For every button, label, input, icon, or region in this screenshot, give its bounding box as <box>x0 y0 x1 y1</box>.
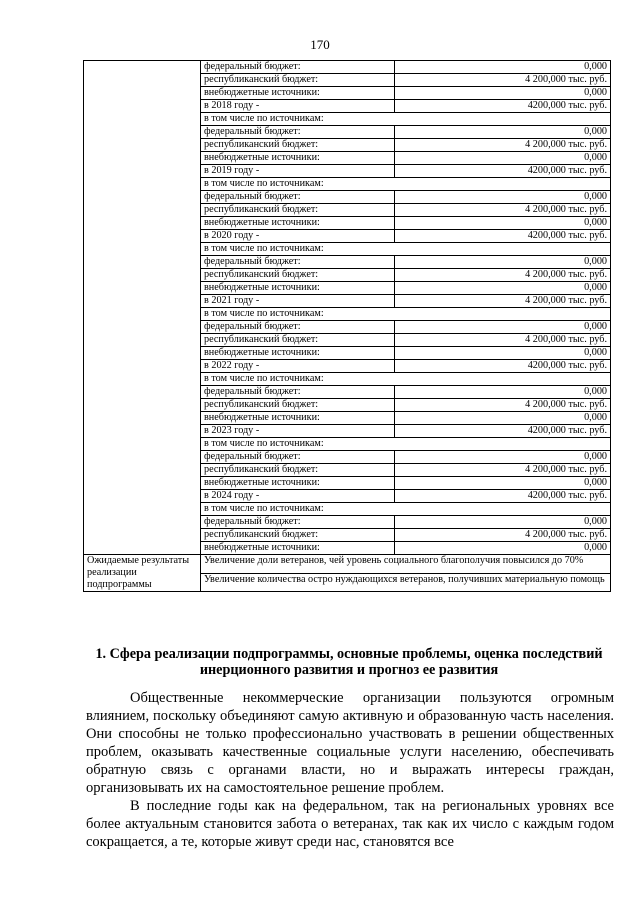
budget-value-cell: 4200,000 тыс. руб. <box>395 490 611 503</box>
budget-label-cell: федеральный бюджет: <box>201 321 395 334</box>
budget-label-cell: в 2019 году - <box>201 165 395 178</box>
budget-label-cell: федеральный бюджет: <box>201 61 395 74</box>
budget-label-cell: в 2024 году - <box>201 490 395 503</box>
budget-label-cell: федеральный бюджет: <box>201 256 395 269</box>
budget-label-cell: федеральный бюджет: <box>201 126 395 139</box>
budget-value-cell: 0,000 <box>395 191 611 204</box>
table-row <box>84 61 611 74</box>
budget-label-cell: внебюджетные источники: <box>201 217 395 230</box>
budget-value-cell: 4 200,000 тыс. руб. <box>395 464 611 477</box>
source-label-cell: в том числе по источникам: <box>201 243 611 256</box>
budget-value-cell: 4 200,000 тыс. руб. <box>395 74 611 87</box>
budget-value-cell: 4200,000 тыс. руб. <box>395 165 611 178</box>
financing-table <box>83 60 611 592</box>
budget-label-cell: республиканский бюджет: <box>201 399 395 412</box>
budget-value-cell: 0,000 <box>395 451 611 464</box>
budget-label-cell: в 2021 году - <box>201 295 395 308</box>
source-label-cell: в том числе по источникам: <box>201 113 611 126</box>
budget-value-cell: 0,000 <box>395 256 611 269</box>
budget-value-cell: 4 200,000 тыс. руб. <box>395 139 611 152</box>
source-label-cell: в том числе по источникам: <box>201 373 611 386</box>
expected-result-item: Увеличение количества остро нуждающихся ветеранов, получивших материальную помощь <box>201 573 611 592</box>
budget-value-cell: 0,000 <box>395 152 611 165</box>
budget-value-cell: 4 200,000 тыс. руб. <box>395 529 611 542</box>
budget-label-cell: республиканский бюджет: <box>201 139 395 152</box>
budget-label-cell: республиканский бюджет: <box>201 74 395 87</box>
budget-value-cell: 0,000 <box>395 477 611 490</box>
budget-value-cell: 0,000 <box>395 347 611 360</box>
budget-label-cell: федеральный бюджет: <box>201 386 395 399</box>
budget-value-cell: 0,000 <box>395 217 611 230</box>
budget-value-cell: 0,000 <box>395 126 611 139</box>
budget-value-cell: 4200,000 тыс. руб. <box>395 230 611 243</box>
budget-value-cell: 0,000 <box>395 516 611 529</box>
budget-value-cell: 0,000 <box>395 412 611 425</box>
budget-value-cell: 0,000 <box>395 321 611 334</box>
source-label-cell: в том числе по источникам: <box>201 503 611 516</box>
budget-value-cell: 4 200,000 тыс. руб. <box>395 295 611 308</box>
source-label-cell: в том числе по источникам: <box>201 308 611 321</box>
budget-value-cell: 0,000 <box>395 542 611 555</box>
section-heading: 1. Сфера реализации подпрограммы, основные проблемы, оценка последствий инерционного развития и прогноз ее развития <box>95 646 603 678</box>
budget-label-cell: республиканский бюджет: <box>201 334 395 347</box>
budget-value-cell: 0,000 <box>395 282 611 295</box>
budget-value-cell: 4200,000 тыс. руб. <box>395 100 611 113</box>
budget-value-cell: 4200,000 тыс. руб. <box>395 360 611 373</box>
expected-result-item: Увеличение доли ветеранов, чей уровень социального благополучия повысился до 70% <box>201 555 611 574</box>
budget-label-cell: республиканский бюджет: <box>201 269 395 282</box>
budget-label-cell: внебюджетные источники: <box>201 477 395 490</box>
expected-results-row <box>84 555 611 574</box>
budget-label-cell: внебюджетные источники: <box>201 282 395 295</box>
budget-value-cell: 0,000 <box>395 61 611 74</box>
expected-results-label: Ожидаемые результаты реализации подпрограммы <box>84 555 201 592</box>
budget-label-cell: республиканский бюджет: <box>201 464 395 477</box>
source-label-cell: в том числе по источникам: <box>201 178 611 191</box>
budget-value-cell: 4 200,000 тыс. руб. <box>395 399 611 412</box>
budget-value-cell: 4200,000 тыс. руб. <box>395 425 611 438</box>
budget-label-cell: федеральный бюджет: <box>201 451 395 464</box>
budget-label-cell: федеральный бюджет: <box>201 516 395 529</box>
budget-value-cell: 4 200,000 тыс. руб. <box>395 204 611 217</box>
budget-value-cell: 0,000 <box>395 87 611 100</box>
budget-label-cell: внебюджетные источники: <box>201 87 395 100</box>
body-paragraph: Общественные некоммерческие организации пользуются огромным влиянием, поскольку объединяют самую активную и образованную часть населения. Они способны не только профессионально участвовать в решении общественных проблем, оказывать качественные социальные услуги населению, обеспечивать обратную связь с органами власти, но и выражать интересы граждан, организовывать их на самостоятельное решение проблем. <box>86 690 614 796</box>
budget-label-cell: внебюджетные источники: <box>201 152 395 165</box>
page-number: 170 <box>310 37 330 52</box>
budget-label-cell: в 2022 году - <box>201 360 395 373</box>
budget-label-cell: внебюджетные источники: <box>201 542 395 555</box>
budget-label-cell: внебюджетные источники: <box>201 347 395 360</box>
body-paragraph: В последние годы как на федеральном, так на региональных уровнях все более актуальным становится забота о ветеранах, так как их число с каждым годом сокращается, а те, которые живут среди нас, становятся все <box>86 798 614 850</box>
budget-label-cell: республиканский бюджет: <box>201 204 395 217</box>
budget-label-cell: республиканский бюджет: <box>201 529 395 542</box>
budget-value-cell: 4 200,000 тыс. руб. <box>395 334 611 347</box>
row-header-cell <box>84 61 201 555</box>
budget-value-cell: 0,000 <box>395 386 611 399</box>
source-label-cell: в том числе по источникам: <box>201 438 611 451</box>
budget-label-cell: в 2023 году - <box>201 425 395 438</box>
budget-label-cell: внебюджетные источники: <box>201 412 395 425</box>
budget-value-cell: 4 200,000 тыс. руб. <box>395 269 611 282</box>
budget-label-cell: в 2020 году - <box>201 230 395 243</box>
budget-label-cell: в 2018 году - <box>201 100 395 113</box>
budget-label-cell: федеральный бюджет: <box>201 191 395 204</box>
